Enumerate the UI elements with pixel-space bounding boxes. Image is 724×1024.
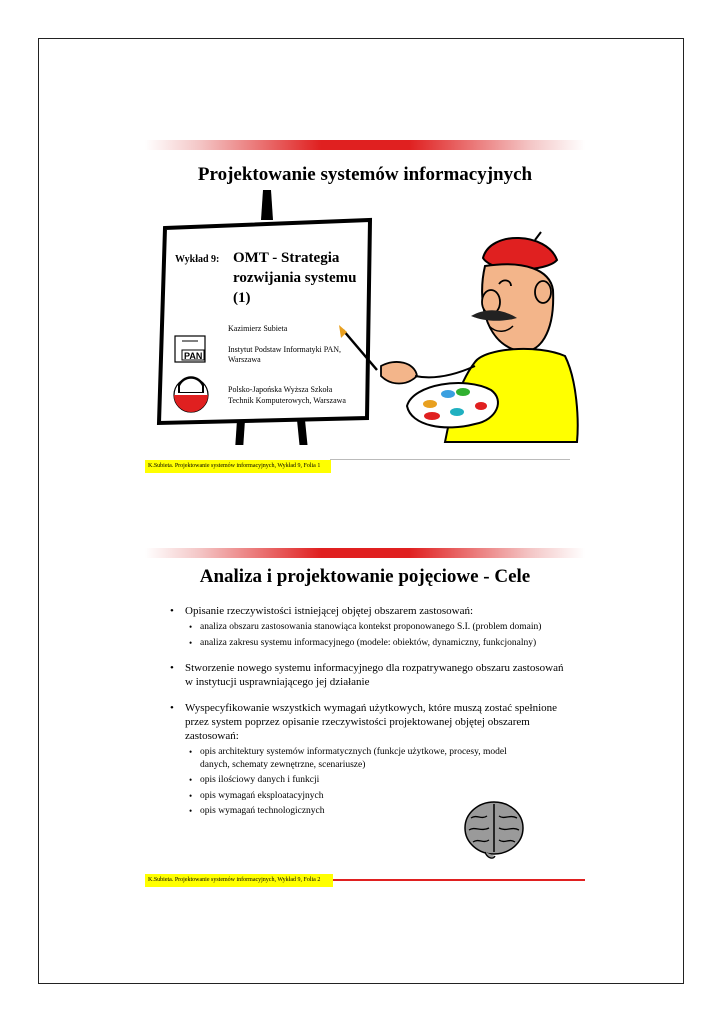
author-name: Kazimierz Subieta (228, 324, 288, 333)
bullet-item (170, 604, 570, 649)
sub-bullet-item (185, 746, 530, 771)
sub-bullet-item (185, 637, 570, 650)
pan-logo-icon (175, 336, 205, 362)
slide-2 (145, 548, 585, 888)
easel-leg-left-icon (233, 420, 245, 445)
slide-title: Projektowanie systemów informacyjnych (197, 164, 533, 185)
school-line-1: Polsko-Japońska Wyższa Szkoła (228, 385, 333, 394)
sub-bullet-text: analiza zakresu systemu informacyjnego (modele: obiektów, dynamiczny, funkcjonalny) (200, 637, 537, 648)
institute-line-2: Warszawa (228, 355, 261, 364)
sub-bullet-text: opis wymagań technologicznych (200, 806, 325, 816)
sub-bullet-item (185, 621, 570, 634)
slide-header-bar (145, 140, 585, 150)
slide-footer: K.Subieta. Projektowanie systemów informacyjnych, Wykład 9, Folia 2 (145, 874, 333, 887)
slide-footer: K.Subieta. Projektowanie systemów informacyjnych, Wykład 9, Folia 1 (145, 460, 331, 473)
sub-bullet-item (185, 774, 570, 787)
brain-icon (463, 798, 525, 862)
lecture-title: OMT - Strategia rozwijania systemu (1) (233, 250, 357, 306)
sub-bullet-text: analiza obszaru zastosowania stanowiąca kontekst proponowanego S.I. (problem domain) (200, 622, 542, 632)
easel-top-icon (261, 190, 273, 220)
bullet-text: Stworzenie nowego systemu informacyjnego dla rozpatrywanego obszaru zastosowań w instytucji usprawniającego jej działanie (185, 662, 564, 688)
bullet-text: Opisanie rzeczywistości istniejącej objętej obszarem zastosowań: (185, 605, 474, 617)
footer-divider (333, 879, 585, 881)
bullet-text: Wyspecyfikowanie wszystkich wymagań użytkowych, które muszą zostać spełnione przez system poprzez opisanie rzeczywistości projektowanej objętej obszarem zastosowań: (185, 702, 558, 742)
slide-title: Analiza i projektowanie pojęciowe - Cele (199, 566, 531, 587)
easel-leg-right-icon (297, 420, 311, 445)
svg-text:PAN: PAN (184, 351, 203, 361)
footer-divider (330, 459, 570, 460)
bullet-list (170, 604, 570, 830)
slide-header-bar (145, 548, 585, 558)
sub-bullet-text: opis wymagań eksploatacyjnych (200, 790, 324, 801)
palette-icon (407, 383, 498, 427)
school-line-2: Technik Komputerowych, Warszawa (228, 396, 346, 405)
easel-illustration (145, 180, 585, 445)
sub-bullet-text: opis architektury systemów informatycznych (funkcje użytkowe, procesy, model danych, schematy zewnętrzne, scenariusze) (200, 747, 507, 770)
slide-1 (145, 140, 585, 480)
sub-bullet-text: opis ilościowy danych i funkcji (200, 775, 320, 785)
institute-line-1: Instytut Podstaw Informatyki PAN, (228, 345, 342, 354)
bullet-item (170, 661, 570, 689)
lecture-label: Wykład 9: (175, 254, 220, 265)
